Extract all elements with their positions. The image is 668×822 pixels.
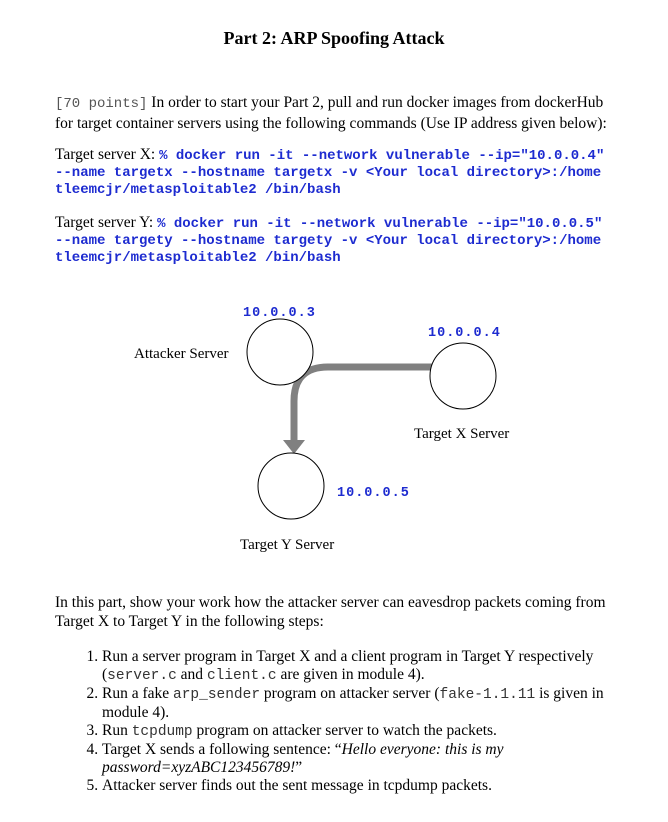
step-1-text-c: are given in module 4). [276, 666, 425, 683]
command-x-line1: % docker run -it --network vulnerable --ip="10.0.0.4" [159, 148, 605, 164]
step-4 [102, 741, 630, 777]
step-2-text-c: is given in module 4). [102, 685, 604, 721]
targety-label: Target Y Server [240, 537, 335, 553]
step-2-code-arp: arp_sender [173, 687, 261, 703]
step-1-code-server: server.c [107, 668, 177, 684]
command-block-y [55, 214, 655, 267]
step-3-code-tcpdump: tcpdump [131, 724, 193, 740]
step-5 [102, 777, 630, 795]
connection-path [294, 367, 432, 440]
step-4-text-b: ” [295, 759, 303, 776]
step-1 [102, 648, 630, 685]
targety-ip: 10.0.0.5 [337, 486, 410, 501]
instructions-paragraph: In this part, show your work how the attacker server can eavesdrop packets coming from Target X to Target Y in the following steps: [55, 594, 606, 630]
command-x-line2: --name targetx --hostname targetx -v <Your local directory>:/home [55, 165, 602, 181]
command-y-label: Target server Y: [55, 214, 154, 231]
step-4-message: Hello everyone: this is my password=xyzABC123456789! [102, 741, 504, 776]
targety-node [258, 453, 324, 519]
attacker-label: Attacker Server [134, 346, 229, 362]
step-2-code-fake: fake-1.1.11 [439, 687, 536, 703]
step-1-text-b: and [176, 666, 207, 683]
intro-paragraph [55, 93, 625, 133]
steps-container [60, 648, 630, 795]
step-1-code-client: client.c [206, 668, 277, 684]
attacker-ip: 10.0.0.3 [243, 306, 316, 321]
targetx-label: Target X Server [414, 426, 510, 442]
targetx-node [430, 343, 496, 409]
step-1-text-a: Run a server program in Target X and a client program in Target Y respectively ( [102, 648, 594, 683]
arrow-head-icon [283, 440, 305, 454]
step-3 [102, 722, 630, 741]
command-block-x [55, 146, 655, 199]
command-x-line3: tleemcjr/metasploitable2 /bin/bash [55, 182, 341, 198]
step-3-text-a: Run [102, 722, 132, 739]
steps-list [60, 648, 630, 795]
targetx-ip: 10.0.0.4 [428, 326, 501, 341]
attacker-node [247, 319, 313, 385]
network-diagram [0, 290, 668, 570]
command-y-line2: --name targety --hostname targety -v <Your local directory>:/home [55, 233, 602, 249]
intro-text: In order to start your Part 2, pull and run docker images from dockerHub for target container servers using the following commands (Use IP address given below): [55, 94, 607, 132]
page-title: Part 2: ARP Spoofing Attack [223, 28, 445, 48]
step-2 [102, 685, 630, 722]
points-label: [70 points] [55, 96, 148, 112]
command-y-line1: % docker run -it --network vulnerable --ip="10.0.0.5" [157, 216, 603, 232]
command-x-label: Target server X: [55, 146, 156, 163]
step-2-text-b: program on attacker server ( [260, 685, 440, 702]
step-5-text: Attacker server finds out the sent message in tcpdump packets. [102, 777, 492, 794]
step-3-text-b: program on attacker server to watch the packets. [192, 722, 497, 739]
step-2-text-a: Run a fake [102, 685, 174, 702]
command-y-line3: tleemcjr/metasploitable2 /bin/bash [55, 250, 341, 266]
step-4-text-a: Target X sends a following sentence: “ [102, 741, 342, 758]
